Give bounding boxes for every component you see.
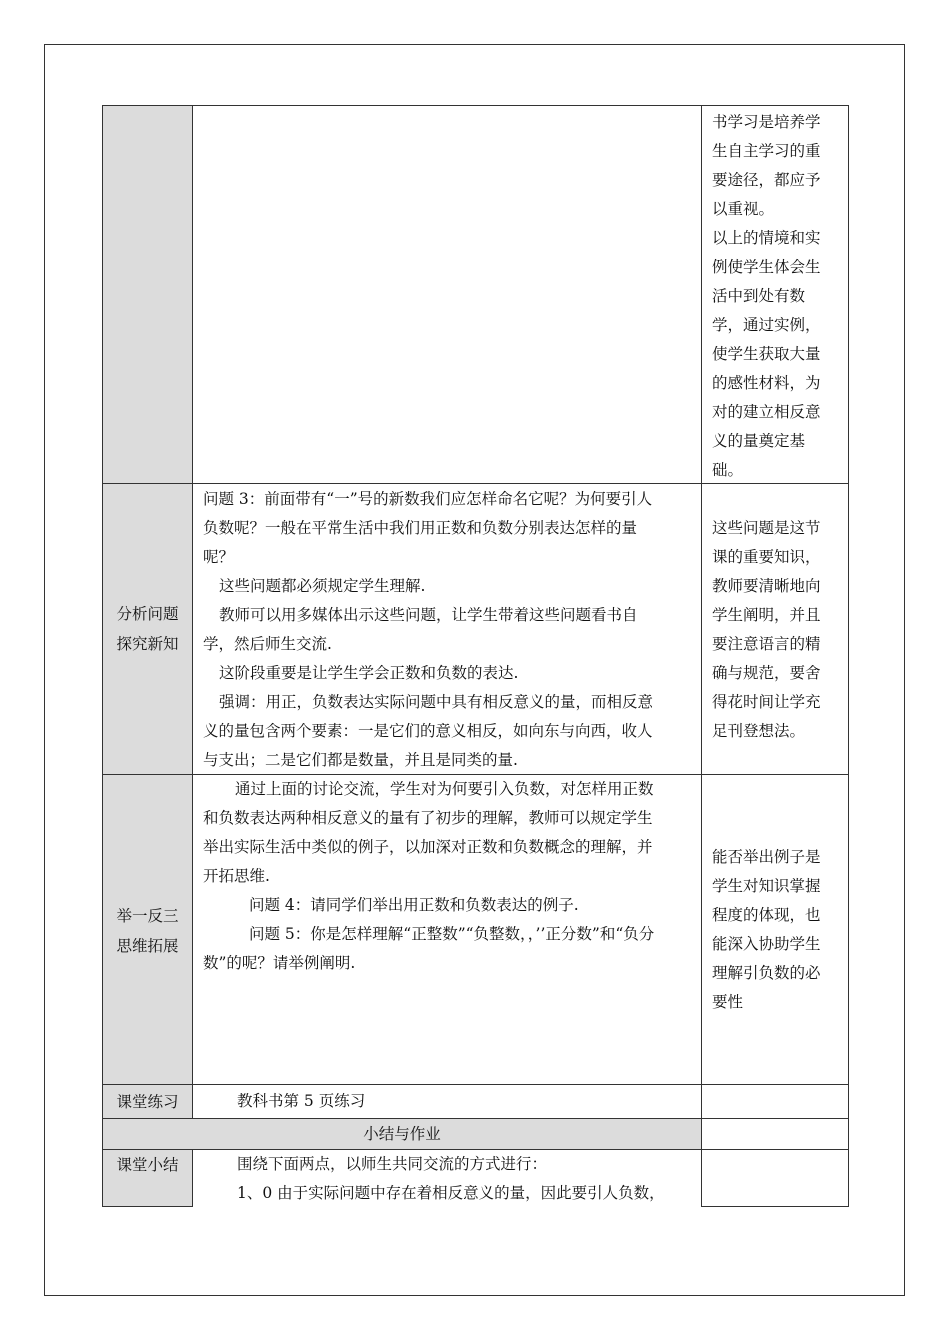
row4-content-cell [192,1084,702,1119]
content-line: 强调：用正，负数表达实际问题中具有相反意义的量，而相反意 [219,693,654,711]
row5-note-cell [701,1118,849,1150]
note-line: 确与规范，要舍 [712,664,821,682]
row2-note [712,514,821,746]
note-line: 要途径，都应予 [712,171,821,189]
note-line: 学，通过实例， [712,316,821,334]
content-line: 学，然后师生交流. [203,635,332,653]
note-line: 课的重要知识， [712,548,821,566]
note-line: 学生对知识掌握 [712,877,821,895]
row4-note-cell [701,1084,849,1119]
content-line: 围绕下面两点，以师生共同交流的方式进行： [237,1155,548,1173]
note-line: 生自主学习的重 [712,142,821,160]
label-line: 举一反三 [116,907,179,925]
note-line: 能否举出例子是 [712,848,821,866]
content-line: 这阶段重要是让学生学会正数和负数的表达. [219,664,519,682]
row5-section-cell [102,1118,702,1150]
content-line: 和负数表达两种相反意义的量有了初步的理解，教师可以规定学生 [203,809,653,827]
content-line: 开拓思维. [203,867,270,885]
row1-note-cell [701,105,849,484]
note-line: 要注意语言的精 [712,635,821,653]
content-line: 义的量包含两个要素：一是它们的意义相反，如向东与向西，收人 [203,722,653,740]
row3-label-cell [102,774,193,1085]
note-line: 书学习是培养学 [712,113,821,131]
section-title: 小结与作业 [363,1125,441,1143]
note-line: 理解引负数的必 [712,964,821,982]
note-line: 活中到处有数 [712,287,806,305]
row3-content [203,775,693,978]
row1-label-cell [102,105,193,484]
content-line: 通过上面的讨论交流，学生对为何要引入负数，对怎样用正数 [235,780,654,798]
note-line: 要性 [712,993,744,1011]
row4-label-cell [102,1084,193,1119]
summary-label: 课堂小结 [116,1156,179,1174]
row1-note [712,108,821,485]
note-line: 的感性材料，为 [712,374,821,392]
row6-content [203,1150,693,1208]
practice-label: 课堂练习 [116,1093,179,1111]
content-line: 1、0 由于实际问题中存在着相反意义的量，因此要引人负数， [237,1184,665,1202]
row3-content-cell [192,774,702,1085]
content-line: 问题 5：你是怎样理解“正整数”“负整数，，’’正分数”和“负分 [249,925,655,943]
row2-label [103,599,192,659]
practice-content: 教科书第 5 页练习 [237,1092,366,1110]
content-line: 数”的呢？请举例阐明. [203,954,356,972]
content-line: 问题 4：请同学们举出用正数和负数表达的例子. [249,896,579,914]
content-line: 与支出；二是它们都是数量，并且是同类的量. [203,751,518,769]
row2-content-cell [192,483,702,775]
row2-note-cell [701,483,849,775]
note-line: 教师要清晰地向 [712,577,821,595]
row3-note-cell [701,774,849,1085]
note-line: 学生阐明，并且 [712,606,821,624]
content-line: 问题 3：前面带有“一”号的新数我们应怎样命名它呢？为何要引人 [203,490,653,508]
content-line: 呢？ [203,548,235,566]
note-line: 使学生获取大量 [712,345,821,363]
note-line: 能深入协助学生 [712,935,821,953]
note-line: 足刊登想法。 [712,722,806,740]
content-line: 举出实际生活中类似的例子，以加深对正数和负数概念的理解，并 [203,838,653,856]
note-line: 对的建立相反意 [712,403,821,421]
note-line: 义的量奠定基 [712,432,806,450]
label-line: 思维拓展 [116,937,179,955]
label-line: 分析问题 [116,605,179,623]
note-line: 例使学生体会生 [712,258,821,276]
note-line: 这些问题是这节 [712,519,821,537]
note-line: 以重视。 [712,200,775,218]
note-line: 以上的情境和实 [712,229,821,247]
row2-label-cell [102,483,193,775]
note-line: 得花时间让学充 [712,693,821,711]
content-line: 这些问题都必须规定学生理解. [219,577,426,595]
row6-content-cell [192,1149,702,1207]
note-line: 程度的体现，也 [712,906,821,924]
row6-note-cell [701,1149,849,1207]
label-line: 探究新知 [116,635,179,653]
content-line: 负数呢？一般在平常生活中我们用正数和负数分别表达怎样的量 [203,519,638,537]
row3-label [103,901,192,961]
note-line: 础。 [712,461,744,479]
row3-note [712,843,821,1017]
row6-label-cell [102,1149,193,1207]
row2-content [203,485,693,775]
row1-content-cell [192,105,702,484]
content-line: 教师可以用多媒体出示这些问题，让学生带着这些问题看书自 [219,606,638,624]
